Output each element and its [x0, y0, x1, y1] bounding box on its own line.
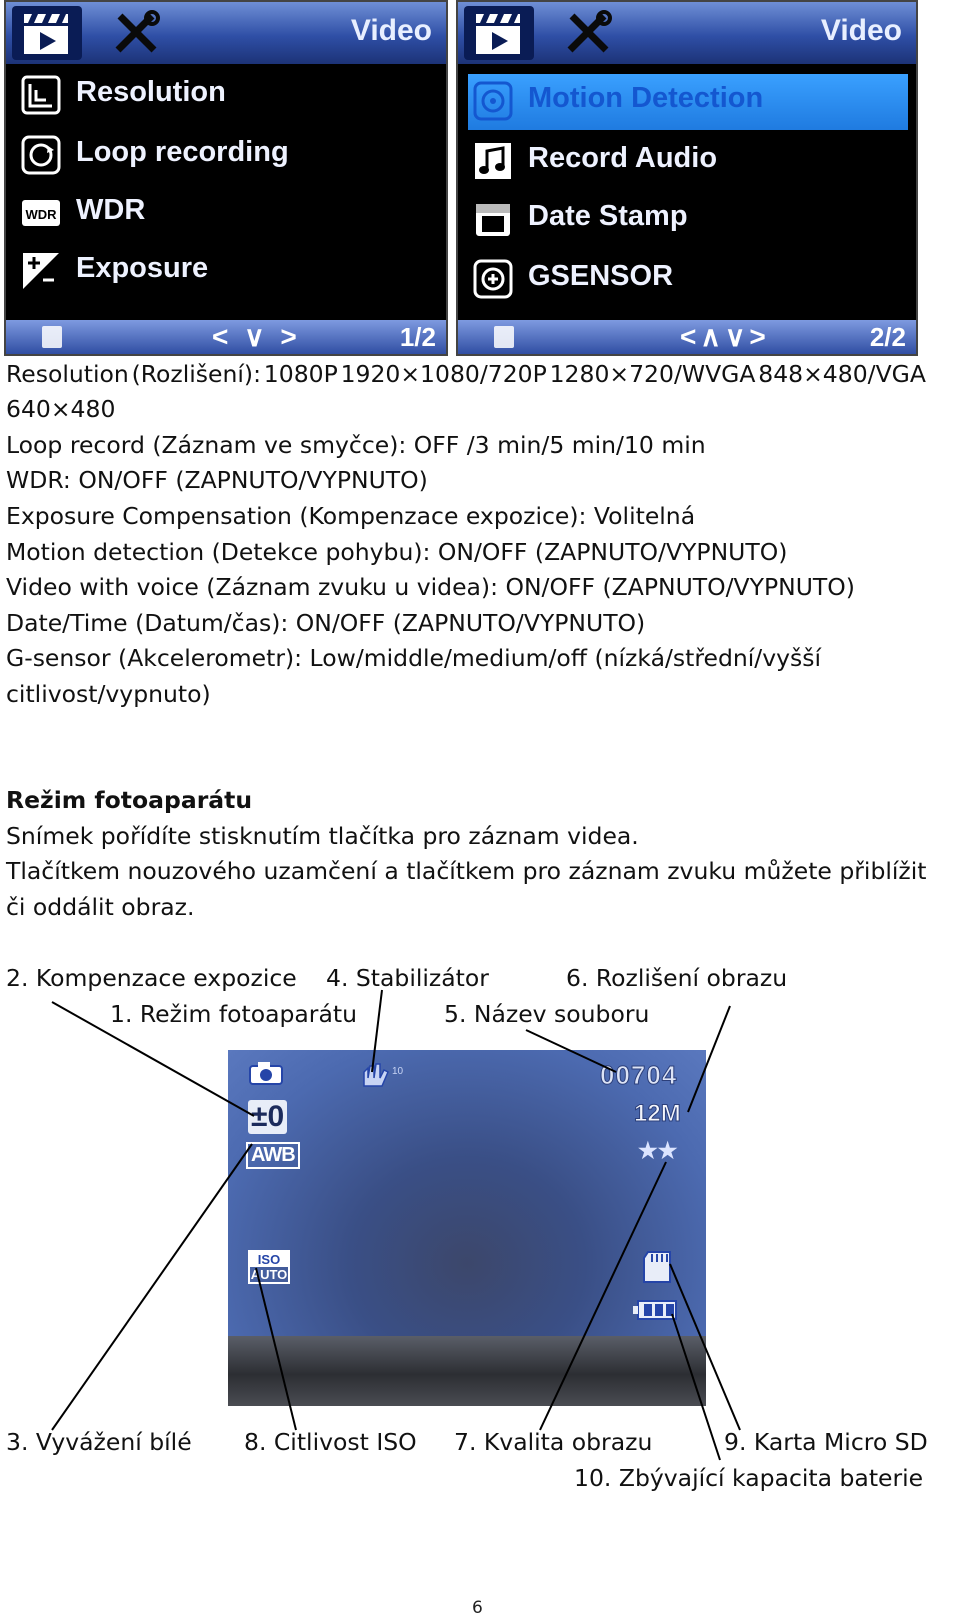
page-indicator: 2/2	[869, 322, 906, 352]
iso-value: AUTO	[250, 1267, 288, 1282]
svg-text:WDR: WDR	[25, 207, 57, 222]
white-balance-badge: AWB	[246, 1142, 300, 1169]
settings-word: (Rozlišení):	[131, 360, 262, 388]
annotation-battery: 10. Zbývající kapacita baterie	[574, 1464, 924, 1492]
menu-item-label: Date Stamp	[528, 200, 688, 232]
annotation-image-quality: 7. Kvalita obrazu	[454, 1428, 653, 1456]
settings-line: 640×480	[6, 395, 116, 423]
exposure-value-badge: ±0	[248, 1100, 287, 1134]
screen-title: Video	[820, 14, 902, 47]
settings-word: Resolution	[6, 360, 129, 388]
settings-line: Video with voice (Záznam zvuku u videa): ON/OFF (ZAPNUTO/VYPNUTO)	[6, 573, 855, 601]
page-indicator: 1/2	[399, 322, 436, 352]
menu-item-label: WDR	[76, 194, 146, 226]
annotation-camera-mode: 1. Režim fotoaparátu	[110, 1000, 357, 1028]
annotation-iso: 8. Citlivost ISO	[244, 1428, 417, 1456]
annotation-micro-sd: 9. Karta Micro SD	[724, 1428, 928, 1456]
settings-word: 1080P	[263, 360, 338, 388]
annotation-exposure-compensation: 2. Kompenzace expozice	[6, 964, 297, 992]
settings-line: Loop record (Záznam ve smyčce): OFF /3 min/5 min/10 min	[6, 431, 706, 459]
settings-line: G-sensor (Akcelerometr): Low/middle/medium/off (nízká/střední/vyšší	[6, 644, 822, 672]
menu-item-label: Exposure	[76, 252, 209, 284]
section-heading: Režim fotoaparátu	[6, 786, 253, 814]
screen-title: Video	[350, 14, 432, 47]
annotation-file-name: 5. Název souboru	[444, 1000, 650, 1028]
menu-item-label: GSENSOR	[528, 260, 674, 292]
settings-line: Motion detection (Detekce pohybu): ON/OFF (ZAPNUTO/VYPNUTO)	[6, 538, 788, 566]
file-number: 00704	[600, 1060, 678, 1090]
iso-label: ISO	[250, 1252, 288, 1267]
annotation-stabilizer: 4. Stabilizátor	[326, 964, 489, 992]
settings-line: Exposure Compensation (Kompenzace expozice): Volitelná	[6, 502, 696, 530]
paragraph-line: Snímek pořídíte stisknutím tlačítka pro záznam videa.	[6, 822, 639, 850]
svg-text:10: 10	[392, 1066, 404, 1077]
settings-line: Date/Time (Datum/čas): ON/OFF (ZAPNUTO/VYPNUTO)	[6, 609, 646, 637]
paragraph-line: Tlačítkem nouzového uzamčení a tlačítkem pro záznam zvuku můžete přiblížit	[6, 857, 927, 885]
paragraph-line: či oddálit obraz.	[6, 893, 195, 921]
navigation-arrows[interactable]: <∧∨>	[680, 321, 770, 352]
menu-item-label: Record Audio	[528, 142, 718, 174]
settings-word: 848×480/VGA	[758, 360, 926, 388]
menu-item-label: Loop recording	[76, 136, 289, 168]
annotation-white-balance: 3. Vyvážení bílé	[6, 1428, 192, 1456]
resolution-indicator: 12M	[634, 1100, 681, 1127]
settings-line: WDR: ON/OFF (ZAPNUTO/VYPNUTO)	[6, 466, 428, 494]
settings-word: 1280×720/WVGA	[549, 360, 756, 388]
navigation-arrows[interactable]: < ∨ >	[212, 321, 301, 352]
annotation-resolution: 6. Rozlišení obrazu	[566, 964, 788, 992]
menu-item-label: Motion Detection	[528, 82, 764, 114]
settings-line: citlivost/vypnuto)	[6, 680, 211, 708]
quality-stars: ★★	[638, 1138, 678, 1163]
settings-word: 1920×1080/720P	[340, 360, 547, 388]
page-number: 6	[472, 1598, 483, 1618]
menu-item-label: Resolution	[76, 76, 226, 108]
